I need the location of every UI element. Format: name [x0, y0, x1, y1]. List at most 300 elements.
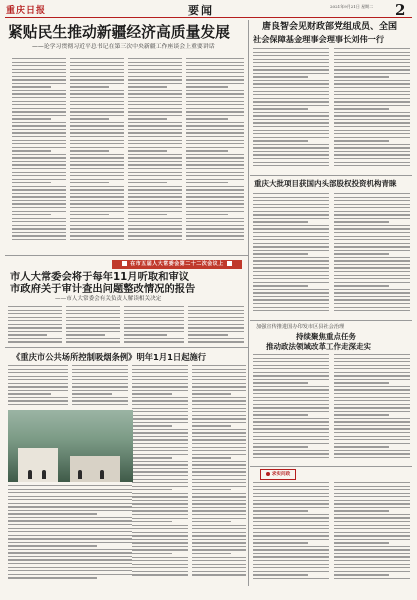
text-line [12, 235, 66, 236]
column-tab-label [260, 469, 296, 480]
text-line [192, 525, 246, 526]
text-line [12, 111, 66, 112]
text-line [334, 496, 410, 497]
text-line [334, 275, 410, 276]
text-line [253, 549, 329, 550]
text-line [70, 108, 124, 109]
text-line [132, 539, 188, 540]
page-number: 2 [395, 1, 406, 19]
text-line [334, 257, 410, 258]
reform-headline: 持续聚焦重点任务 [296, 332, 356, 341]
text-line [334, 267, 410, 268]
text-line [334, 407, 410, 408]
text-line [192, 372, 246, 373]
text-line [128, 69, 182, 70]
text-line [253, 108, 308, 109]
text-line [132, 500, 188, 501]
text-line [70, 93, 124, 94]
text-line [253, 271, 329, 272]
text-line [12, 200, 66, 201]
text-line [192, 574, 246, 575]
text-line [186, 104, 244, 105]
text-line [334, 122, 410, 123]
text-line [12, 211, 66, 212]
text-line [334, 386, 410, 387]
text-line [334, 489, 410, 490]
text-line [132, 510, 188, 511]
text-line [192, 432, 246, 433]
text-line [70, 132, 124, 133]
text-line [70, 175, 124, 176]
text-line [253, 162, 329, 163]
reform-kicker: 加强宣传推进国办印发市区县社会治理 [256, 324, 345, 330]
text-line [334, 354, 410, 355]
congress-headline: 市人大常委会将于每年11月听取和审议 [10, 271, 190, 283]
text-line [334, 221, 389, 222]
text-line [132, 457, 172, 458]
text-line [334, 503, 410, 504]
text-line [132, 464, 188, 465]
text-line [253, 48, 329, 49]
text-line [334, 105, 410, 106]
text-line [128, 235, 182, 236]
text-line [128, 196, 182, 197]
text-line [128, 62, 182, 63]
text-line [334, 260, 410, 261]
text-line [192, 393, 231, 394]
text-line [186, 211, 244, 212]
text-line [334, 525, 410, 526]
text-line [334, 126, 410, 127]
reform-body-column-1 [253, 354, 329, 464]
text-line [192, 443, 246, 444]
text-line [70, 172, 124, 173]
congress-headline-line2: 市政府关于审计查出问题整改情况的报告 [10, 283, 196, 295]
text-line [12, 182, 51, 183]
banner-square-left-icon [122, 261, 127, 266]
column-body-column-2 [334, 482, 410, 586]
text-line [253, 76, 308, 77]
text-line [253, 503, 329, 504]
text-line [12, 225, 66, 226]
text-line [334, 535, 410, 536]
text-line [70, 150, 109, 151]
text-line [334, 453, 410, 454]
text-line [253, 307, 329, 308]
text-line [253, 418, 329, 419]
text-line [128, 164, 182, 165]
text-line [253, 517, 329, 518]
text-line [253, 578, 329, 579]
text-line [334, 379, 410, 380]
text-line [132, 408, 188, 409]
text-line [8, 376, 68, 377]
congress-body-column-1 [8, 306, 62, 346]
text-line [132, 496, 188, 497]
text-line [253, 91, 329, 92]
text-line [66, 331, 120, 332]
text-line [253, 404, 329, 405]
text-line [334, 397, 410, 398]
meeting-headline: 唐良智会见财政部党组成员、全国 [262, 22, 398, 32]
text-line [192, 564, 246, 565]
text-line [334, 510, 389, 511]
text-line [334, 542, 389, 543]
text-line [186, 235, 244, 236]
congress-body-column-4 [188, 306, 244, 346]
text-line [128, 189, 182, 190]
text-line [12, 79, 66, 80]
text-line [132, 365, 188, 366]
text-line [253, 285, 308, 286]
text-line [8, 338, 62, 339]
text-line [128, 193, 182, 194]
text-line [8, 559, 132, 560]
text-line [128, 218, 182, 219]
text-line [70, 211, 124, 212]
text-line [8, 372, 68, 373]
photo-caption [8, 485, 132, 585]
text-line [253, 571, 329, 572]
text-line [334, 91, 410, 92]
text-line [253, 375, 329, 376]
text-line [253, 137, 329, 138]
text-line [70, 125, 124, 126]
text-line [192, 479, 246, 480]
text-line [70, 157, 124, 158]
investment-body-column-2 [334, 193, 410, 318]
text-line [253, 211, 329, 212]
text-line [334, 307, 410, 308]
text-line [334, 147, 410, 148]
text-line [8, 327, 62, 328]
text-line [70, 86, 109, 87]
text-line [334, 278, 410, 279]
text-line [132, 393, 172, 394]
text-line [334, 404, 410, 405]
text-line [186, 172, 244, 173]
text-line [334, 108, 389, 109]
text-line [334, 539, 410, 540]
text-line [192, 557, 246, 558]
reform-body-column-2 [334, 354, 410, 464]
text-line [8, 324, 62, 325]
text-line [253, 443, 329, 444]
text-line [253, 457, 329, 458]
text-line [128, 132, 182, 133]
text-line [8, 538, 132, 539]
text-line [132, 571, 188, 572]
text-line [8, 567, 132, 568]
text-line [192, 429, 246, 430]
text-line [132, 489, 172, 490]
text-line [253, 154, 329, 155]
text-line [132, 383, 188, 384]
text-line [70, 225, 124, 226]
text-line [8, 379, 68, 380]
text-line [253, 393, 329, 394]
text-line [334, 507, 410, 508]
text-line [8, 390, 68, 391]
text-line [128, 225, 182, 226]
text-line [12, 86, 51, 87]
text-line [128, 79, 182, 80]
text-line [12, 196, 66, 197]
text-line [253, 253, 308, 254]
text-line [132, 532, 188, 533]
text-line [70, 228, 124, 229]
text-line [253, 228, 329, 229]
text-line [253, 221, 308, 222]
text-line [253, 115, 329, 116]
text-line [186, 69, 244, 70]
text-line [12, 104, 66, 105]
text-line [8, 313, 62, 314]
text-line [8, 320, 62, 321]
text-line [192, 493, 246, 494]
tobacco-headline: 《重庆市公共场所控制吸烟条例》明年1月1日起施行 [12, 352, 207, 362]
text-line [334, 482, 410, 483]
text-line [334, 80, 410, 81]
text-line [253, 453, 329, 454]
text-line [12, 175, 66, 176]
text-line [128, 228, 182, 229]
photo-person [28, 470, 32, 479]
text-line [192, 489, 231, 490]
text-line [70, 136, 124, 137]
text-line [253, 532, 329, 533]
text-line [334, 303, 410, 304]
text-line [128, 140, 182, 141]
text-line [253, 354, 329, 355]
photo-person [42, 470, 46, 479]
text-line [334, 140, 389, 141]
text-line [334, 368, 410, 369]
text-line [132, 525, 188, 526]
congress-body-column-3 [124, 306, 184, 346]
text-line [334, 361, 410, 362]
text-line [12, 93, 66, 94]
text-line [128, 207, 182, 208]
text-line [70, 104, 124, 105]
text-line [334, 133, 410, 134]
tobacco-body-column-4 [192, 365, 246, 585]
text-line [253, 567, 329, 568]
column-tab-text: 求实问政 [271, 472, 291, 477]
text-line [8, 542, 132, 543]
text-line [70, 207, 124, 208]
text-line [334, 214, 410, 215]
text-line [334, 282, 410, 283]
text-line [188, 331, 244, 332]
text-line [253, 432, 329, 433]
text-line [188, 313, 244, 314]
text-line [253, 147, 329, 148]
text-line [192, 500, 246, 501]
text-line [132, 411, 188, 412]
text-line [188, 306, 244, 307]
text-line [66, 317, 120, 318]
text-line [334, 446, 389, 447]
text-line [334, 372, 410, 373]
text-line [334, 578, 410, 579]
text-line [12, 172, 66, 173]
text-line [253, 94, 329, 95]
text-line [186, 140, 244, 141]
text-line [253, 218, 329, 219]
text-line [334, 514, 410, 515]
text-line [72, 393, 112, 394]
text-line [192, 528, 246, 529]
text-line [70, 97, 124, 98]
text-line [70, 140, 124, 141]
text-line [253, 243, 329, 244]
text-line [12, 221, 66, 222]
text-line [70, 182, 109, 183]
text-line [334, 289, 410, 290]
text-line [253, 303, 329, 304]
text-line [186, 83, 244, 84]
text-line [8, 331, 62, 332]
text-line [334, 151, 410, 152]
text-line [186, 154, 244, 155]
text-line [12, 115, 66, 116]
text-line [72, 376, 128, 377]
text-line [334, 264, 410, 265]
text-line [253, 386, 329, 387]
text-line [70, 221, 124, 222]
text-line [66, 310, 120, 311]
text-line [253, 382, 308, 383]
text-line [70, 83, 124, 84]
text-line [188, 327, 244, 328]
text-line [128, 125, 182, 126]
text-line [8, 545, 97, 546]
text-line [8, 317, 62, 318]
text-line [70, 186, 124, 187]
text-line [186, 101, 244, 102]
text-line [253, 407, 329, 408]
text-line [192, 376, 246, 377]
text-line [128, 104, 182, 105]
text-line [334, 154, 410, 155]
text-line [70, 115, 124, 116]
text-line [253, 200, 329, 201]
text-line [132, 369, 188, 370]
congress-body-column-2 [66, 306, 120, 346]
text-line [192, 408, 246, 409]
issue-date: 2021年9月21日 星期二 [330, 4, 374, 9]
text-line [253, 59, 329, 60]
text-line [132, 514, 188, 515]
text-line [128, 72, 182, 73]
text-line [8, 306, 62, 307]
section-divider [5, 255, 248, 256]
text-line [192, 447, 246, 448]
text-line [334, 564, 410, 565]
text-line [132, 468, 188, 469]
text-line [334, 549, 410, 550]
text-line [8, 365, 68, 366]
text-line [8, 513, 97, 514]
text-line [12, 154, 66, 155]
text-line [70, 196, 124, 197]
text-line [186, 193, 244, 194]
text-line [253, 553, 329, 554]
text-line [12, 143, 66, 144]
text-line [12, 83, 66, 84]
text-line [186, 62, 244, 63]
text-line [334, 500, 410, 501]
text-line [192, 439, 246, 440]
text-line [334, 69, 410, 70]
text-line [253, 486, 329, 487]
text-line [128, 115, 182, 116]
text-line [70, 69, 124, 70]
text-line [12, 164, 66, 165]
text-line [192, 496, 246, 497]
text-line [8, 574, 132, 575]
text-line [186, 218, 244, 219]
text-line [334, 432, 410, 433]
text-line [132, 521, 172, 522]
text-line [334, 358, 410, 359]
text-line [8, 310, 62, 311]
text-line [132, 450, 188, 451]
text-line [124, 317, 184, 318]
text-line [253, 264, 329, 265]
text-line [192, 486, 246, 487]
text-line [192, 369, 246, 370]
text-line [8, 510, 132, 511]
text-line [334, 253, 389, 254]
text-line [186, 97, 244, 98]
text-line [72, 386, 128, 387]
text-line [334, 560, 410, 561]
text-line [334, 365, 410, 366]
text-line [334, 204, 410, 205]
text-line [186, 143, 244, 144]
text-line [66, 324, 120, 325]
tobacco-body-column-1 [8, 365, 68, 407]
text-line [124, 331, 184, 332]
text-line [8, 383, 68, 384]
text-line [334, 246, 410, 247]
text-line [192, 475, 246, 476]
text-line [253, 87, 329, 88]
text-line [334, 271, 410, 272]
text-line [334, 556, 410, 557]
text-line [334, 553, 410, 554]
text-line [8, 520, 132, 521]
text-line [132, 560, 188, 561]
column-tab [260, 469, 330, 478]
text-line [253, 361, 329, 362]
text-line [128, 175, 182, 176]
section-divider [250, 466, 412, 467]
text-line [253, 446, 308, 447]
text-line [12, 232, 66, 233]
text-line [66, 327, 120, 328]
text-line [132, 397, 188, 398]
text-line [192, 383, 246, 384]
text-line [253, 158, 329, 159]
section-title: 要闻 [188, 4, 214, 17]
text-line [192, 418, 246, 419]
text-line [72, 400, 128, 401]
text-line [192, 532, 246, 533]
text-line [8, 535, 132, 536]
